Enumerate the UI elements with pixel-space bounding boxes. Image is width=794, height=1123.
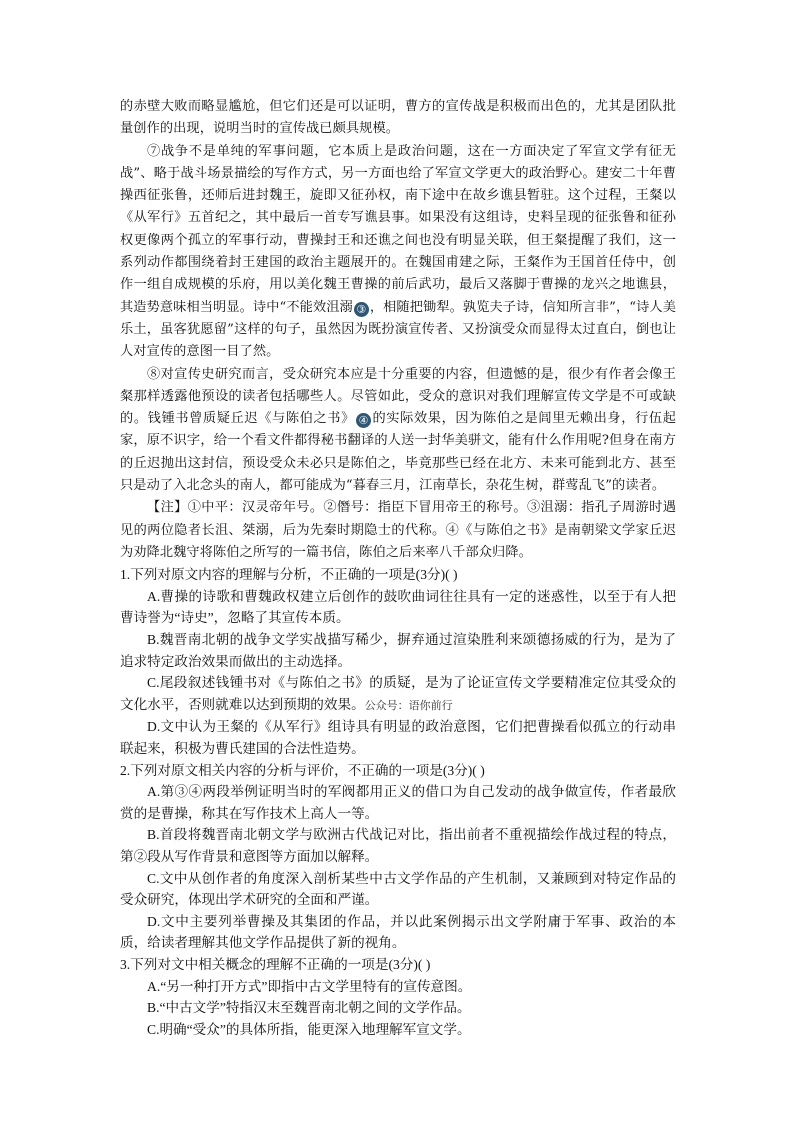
question-2-option-b: B.首段将魏晋南北朝文学与欧洲古代战记对比，指出前者不重视描绘作战过程的特点，第②段从写作背景和意图等方面加以解释。	[120, 827, 676, 864]
question-1	[120, 564, 676, 759]
passage-paragraph-8	[120, 364, 676, 498]
paragraph-7-text: ⑦战争不是单纯的军事问题，它本质上是政治问题，这在一方面决定了军宣文学有征无战”、略于战斗场景描绘的写作方式，另一方面也给了军宣文学更大的政治野心。建安二十年曹操西征张鲁，还师后进封魏王，旋即又征孙权，南下途中在故乡谯县暂驻。这个过程，王粲以《从军行》五首纪之，其中最后一首专写谯县事。如果没有这组诗，史料呈现的征张鲁和征孙权更像两个孤立的军事行动，曹操封王和还谯之间也没有明显关联，但王粲提醒了我们，这一系列动作都围绕着封王建国的政治主题展开的。在魏国甫建之际，王粲作为王国首任侍中，创作一组自成规模的乐府，用以美化魏王曹操的前后武功，最后又落脚于曹操的龙兴之地谯县，其造势意味相当明显。诗中“不能效沮溺	[120, 143, 676, 315]
document-body	[120, 96, 676, 1040]
question-1-stem: 1.下列对原文内容的理解与分析，不正确的一项是(3分)( )	[120, 567, 458, 583]
question-3	[120, 954, 676, 1040]
question-3-stem: 3.下列对文中相关概念的理解不正确的一项是(3分)( )	[120, 956, 431, 972]
passage-paragraph-6-tail: 的赤壁大败而略显尴尬，但它们还是可以证明，曹方的宣传战是积极而出色的，尤其是团队批量创作的出现，说明当时的宣传战已颇具规模。	[120, 99, 676, 137]
question-2-option-a: A.第③④两段举例证明当时的军阀都用正义的借口为自己发动的战争做宣传，作者最欣赏的是曹操，称其在写作技术上高人一等。	[120, 784, 676, 821]
question-1-option-a: A.曹操的诗歌和曹魏政权建立后创作的鼓吹曲词往往具有一定的迷惑性，以至于有人把曹诗誉为“诗史”，忽略了其宣传本质。	[120, 588, 676, 626]
question-2-option-c: C.文中从创作者的角度深入剖析某些中古文学作品的产生机制，又兼顾到对特定作品的受众研究，体现出学术研究的全面和严谨。	[120, 870, 676, 908]
question-1-option-c	[120, 672, 676, 716]
question-2	[120, 760, 676, 954]
question-1-option-c-text: C.尾段叙述钱锺书对《与陈伯之书》的质疑，是为了论证宣传文学要精准定位其受众的文化水平，否则就难以达到预期的效果。	[120, 675, 676, 712]
annotation-note: 【注】①中平：汉灵帝年号。②僭号：指臣下冒用帝王的称号。③沮溺：指孔子周游时遇见的两位隐者长沮、桀溺，后为先秦时期隐士的代称。④《与陈伯之书》是南朝梁文学家丘迟为劝降北魏守将陈伯之所写的一篇书信，陈伯之后来率八千部众归降。	[120, 500, 676, 560]
question-1-option-d: D.文中认为王粲的《从军行》组诗具有明显的政治意图，它们把曹操看似孤立的行动串联起来，积极为曹氏建国的合法性造势。	[120, 719, 676, 756]
watermark-text: 公众号：语你前行	[364, 698, 453, 712]
paragraph-7-text-cont: ，相随把锄犁。孰览夫子诗，信知所言非”，“诗人美乐土，虽客犹愿留”这样的句子，虽然因为既扮演宣传者、又扮演受众而显得太过直白，倒也让人对宣传的意图一目了然。	[120, 299, 676, 360]
question-2-option-d: D.文中主要列举曹操及其集团的作品，并以此案例揭示出文学附庸于军事、政治的本质，给读者理解其他文学作品提供了新的视角。	[120, 913, 676, 951]
footnote-marker-4: ④	[356, 413, 371, 428]
question-3-option-b: B.“中古文学”特指汉末至魏晋南北朝之间的文学作品。	[147, 1000, 471, 1016]
paragraph-8-text: ⑧对宣传史研究而言，受众研究本应是十分重要的内容，但遗憾的是，很少有作者会像王粲那样透露他预设的读者包括哪些人。尽管如此，受众的意识对我们理解宣传文学是不可或缺的。钱锺书曾质疑丘迟《与陈伯之书》	[120, 366, 676, 427]
footnote-marker-3: ③	[354, 302, 369, 317]
paragraph-8-text-cont: 的实际效果，因为陈伯之是闾里无赖出身，行伍起家，原不识字，给一个看文件都得秘书翻译的人送一封华美骈文，能有什么作用呢?但身在南方的丘迟抛出这封信，预设受众未必只是陈伯之，毕竟那些已经在北方、未来可能到北方、甚至只是动了入北念头的南人，都可能成为“暮春三月，江南草长，杂花生树，群莺乱飞”的读者。	[120, 411, 676, 494]
question-2-stem: 2.下列对原文相关内容的分析与评价，不正确的一项是(3分)( )	[120, 762, 485, 778]
question-1-option-b: B.魏晋南北朝的战争文学实战描写稀少，摒弃通过渲染胜利来颂德扬威的行为，是为了追求特定政治效果而做出的主动选择。	[120, 632, 676, 669]
question-3-option-a: A.“另一种打开方式”即指中古文学里特有的宣传意图。	[147, 978, 472, 994]
question-3-option-c: C.明确“受众”的具体所指，能更深入地理解军宣文学。	[147, 1021, 471, 1037]
passage-paragraph-7	[120, 141, 676, 364]
